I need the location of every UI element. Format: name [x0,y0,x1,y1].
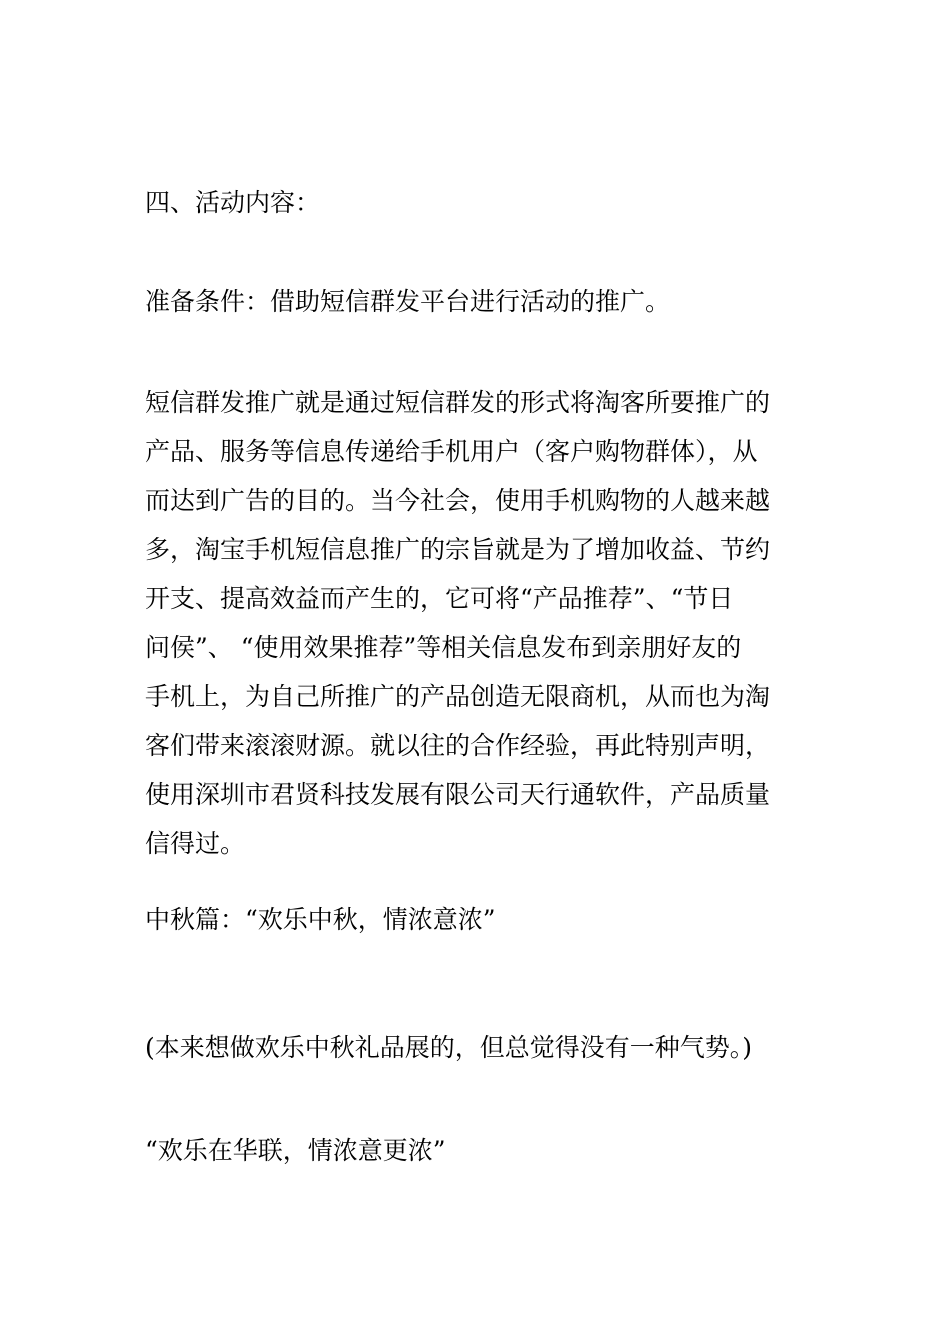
slogan-paragraph [145,1126,807,1175]
body-line: 短信群发推广就是通过短信群发的形式将淘客所要推广的 [145,388,771,417]
body-paragraph [145,378,807,868]
body-line: 使用深圳市君贤科技发展有限公司天行通软件，产品质量 [145,780,771,809]
slogan-text: “欢乐在华联，情浓意更浓” [145,1136,446,1165]
body-line: 开支、提高效益而产生的，它可将“产品推荐”、“节日 [145,584,734,613]
body-line: 信得过。 [145,829,246,858]
section-heading [145,178,807,227]
mid-autumn-title [145,895,807,944]
body-line: 手机上，为自己所推广的产品创造无限商机，从而也为淘 [145,682,771,711]
body-line: 产品、服务等信息传递给手机用户（客户购物群体），从 [145,437,758,466]
body-line: 问侯”、 “使用效果推荐”等相关信息发布到亲朋好友的 [145,633,742,662]
body-line: 客们带来滚滚财源。就以往的合作经验，再此特别声明， [145,731,771,760]
preparation-paragraph [145,277,807,326]
mid-autumn-title-text: 中秋篇：“欢乐中秋，情浓意浓” [145,905,496,934]
body-line: 而达到广告的目的。当今社会，使用手机购物的人越来越 [145,486,771,515]
preparation-text: 准备条件：借助短信群发平台进行活动的推广。 [145,287,671,316]
note-paragraph [145,1023,807,1072]
note-text: (本来想做欢乐中秋礼品展的，但总觉得没有一种气势。) [145,1033,753,1062]
section-heading-text: 四、活动内容： [145,188,321,217]
body-line: 多，淘宝手机短信息推广的宗旨就是为了增加收益、节约 [145,535,771,564]
